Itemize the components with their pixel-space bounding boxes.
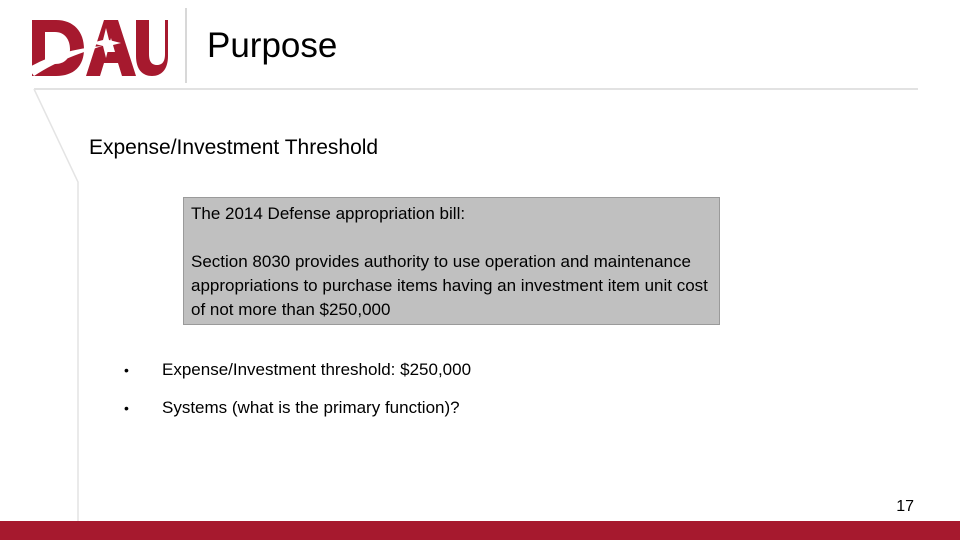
quote-box <box>183 197 720 325</box>
bullet-item <box>124 358 471 382</box>
quote-box-heading: The 2014 Defense appropriation bill: <box>191 204 466 223</box>
bullet-marker: • <box>124 400 129 416</box>
quote-box-paragraph: Section 8030 provides authority to use operation and maintenance appropriations to purchase items having an investment item unit cost of not more than $250,000 <box>191 252 708 319</box>
page-number: 17 <box>896 498 914 515</box>
bullet-text: Systems (what is the primary function)? <box>162 398 460 417</box>
page-title: Purpose <box>207 26 338 65</box>
bullet-marker: • <box>124 362 129 378</box>
section-subheading: Expense/Investment Threshold <box>89 136 379 159</box>
dau-logo-icon <box>28 18 168 80</box>
bullet-item <box>124 396 471 420</box>
bullet-list <box>124 358 471 434</box>
bullet-text: Expense/Investment threshold: $250,000 <box>162 360 472 379</box>
footer-bar <box>0 521 960 540</box>
title-divider <box>185 8 187 83</box>
quote-box-spacer <box>191 226 712 250</box>
